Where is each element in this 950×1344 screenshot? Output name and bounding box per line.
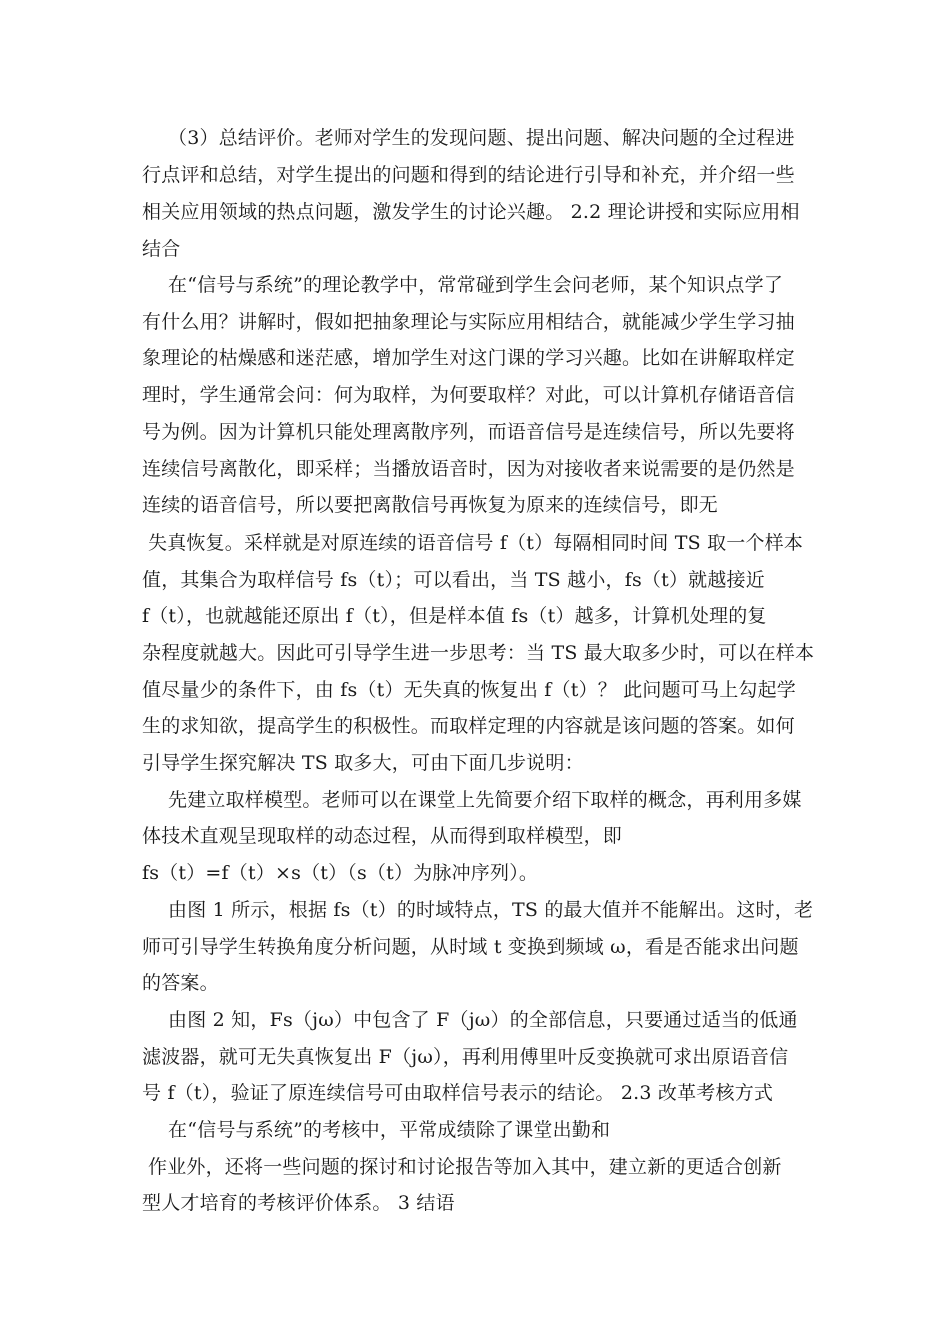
text-line: 理时，学生通常会问：何为取样，为何要取样？对此，可以计算机存储语音信 bbox=[142, 384, 795, 406]
text-line: 生的求知欲，提高学生的积极性。而取样定理的内容就是该问题的答案。如何 bbox=[142, 715, 795, 737]
text-line: 有什么用？讲解时，假如把抽象理论与实际应用相结合，就能减少学生学习抽 bbox=[142, 311, 795, 333]
text-line: f（t），也就越能还原出 f（t），但是样本值 fs（t）越多，计算机处理的复 bbox=[142, 605, 767, 627]
text-line: 象理论的枯燥感和迷茫感，增加学生对这门课的学习兴趣。比如在讲解取样定 bbox=[142, 347, 795, 369]
text-line: 连续的语音信号，所以要把离散信号再恢复为原来的连续信号，即无 bbox=[142, 494, 719, 516]
text-line: 引导学生探究解决 TS 取多大，可由下面几步说明： bbox=[142, 752, 584, 774]
text-line: 结合 bbox=[142, 238, 181, 260]
text-line: 杂程度就越大。因此可引导学生进一步思考：当 TS 最大取多少时，可以在样本 bbox=[142, 642, 815, 664]
text-line: 体技术直观呈现取样的动态过程，从而得到取样模型，即 bbox=[142, 825, 623, 847]
text-line: 的答案。 bbox=[142, 972, 219, 994]
text-line: 先建立取样模型。老师可以在课堂上先简要介绍下取样的概念，再利用多媒 bbox=[168, 789, 802, 811]
text-line: 号 f（t），验证了原连续信号可由取样信号表示的结论。 2.3 改革考核方式 bbox=[142, 1082, 774, 1104]
formula-line: fs（t）=f（t）×s（t）（s（t）为脉冲序列）。 bbox=[142, 862, 539, 884]
text-line: 值，其集合为取样信号 fs（t）；可以看出，当 TS 越小，fs（t）就越接近 bbox=[142, 569, 765, 591]
text-line: 由图 1 所示，根据 fs（t）的时域特点，TS 的最大值并不能解出。这时，老 bbox=[168, 899, 814, 921]
text-line: 滤波器，就可无失真恢复出 F（jω），再利用傅里叶反变换就可求出原语音信 bbox=[142, 1046, 789, 1068]
text-line: 由图 2 知，Fs（jω）中包含了 F（jω）的全部信息，只要通过适当的低通 bbox=[168, 1009, 798, 1031]
text-line: 作业外，还将一些问题的探讨和讨论报告等加入其中，建立新的更适合创新 bbox=[148, 1156, 782, 1178]
text-line: 失真恢复。采样就是对原连续的语音信号 f（t）每隔相同时间 TS 取一个样本 bbox=[148, 532, 804, 554]
text-line: 号为例。因为计算机只能处理离散序列，而语音信号是连续信号，所以先要将 bbox=[142, 421, 795, 443]
text-line: 师可引导学生转换角度分析问题，从时域 t 变换到频域 ω，看是否能求出问题 bbox=[142, 936, 799, 958]
text-line: 行点评和总结，对学生提出的问题和得到的结论进行引导和补充，并介绍一些 bbox=[142, 164, 795, 186]
text-line: 连续信号离散化，即采样；当播放语音时，因为对接收者来说需要的是仍然是 bbox=[142, 458, 795, 480]
text-line: 型人才培育的考核评价体系。 3 结语 bbox=[142, 1192, 455, 1214]
text-line: 在“信号与系统”的理论教学中，常常碰到学生会问老师，某个知识点学了 bbox=[168, 274, 784, 296]
text-line: 值尽量少的条件下，由 fs（t）无失真的恢复出 f（t）？ 此问题可马上勾起学 bbox=[142, 679, 797, 701]
text-line: （3）总结评价。老师对学生的发现问题、提出问题、解决问题的全过程进 bbox=[168, 127, 795, 149]
text-line: 在“信号与系统”的考核中，平常成绩除了课堂出勤和 bbox=[168, 1119, 611, 1141]
text-line: 相关应用领域的热点问题，激发学生的讨论兴趣。 2.2 理论讲授和实际应用相 bbox=[142, 201, 800, 223]
